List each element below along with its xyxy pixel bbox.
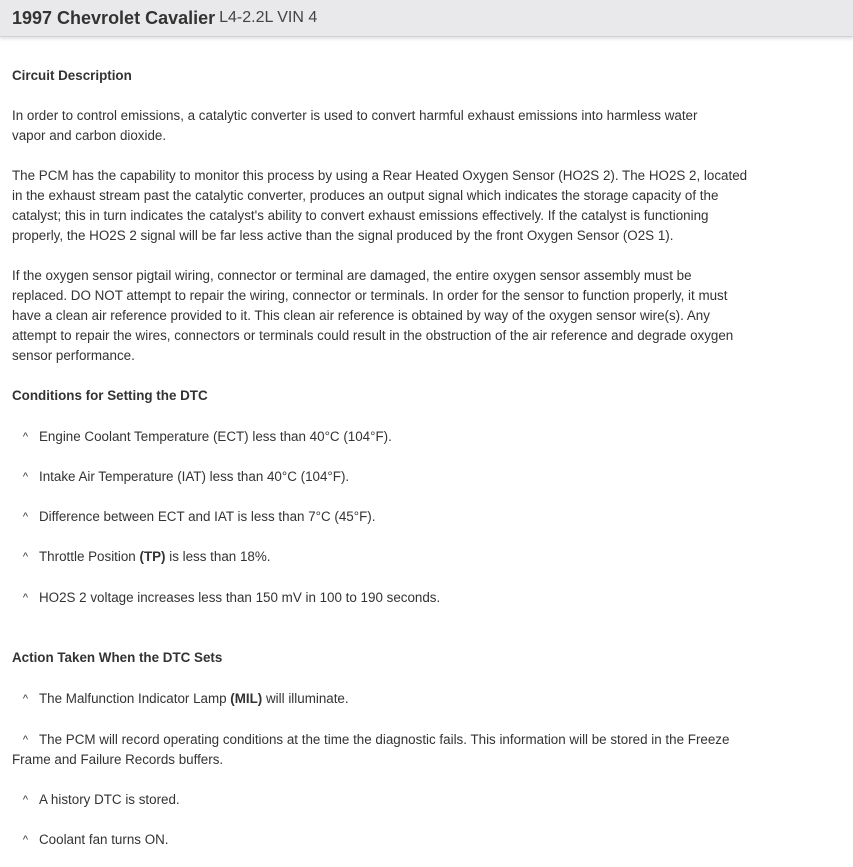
circuit-description-heading: Circuit Description bbox=[12, 68, 132, 83]
text-line: attempt to repair the wires, connectors or terminals could result in the obstruction of the air reference and degrade oxygen bbox=[12, 328, 734, 343]
text-line: sensor performance. bbox=[12, 348, 135, 363]
document-body bbox=[12, 36, 782, 850]
condition-text: is less than 18%. bbox=[165, 549, 271, 564]
action-text: Coolant fan turns ON. bbox=[39, 832, 169, 847]
caret-bullet-icon: ^ bbox=[22, 794, 29, 806]
engine-subtitle: L4-2.2L VIN 4 bbox=[219, 9, 318, 26]
condition-text-bold: (TP) bbox=[139, 549, 166, 564]
action-item bbox=[12, 689, 782, 709]
condition-item bbox=[12, 507, 782, 527]
caret-bullet-icon: ^ bbox=[22, 734, 29, 746]
condition-text: Difference between ECT and IAT is less than 7°C (45°F). bbox=[39, 509, 376, 524]
vehicle-title: 1997 Chevrolet Cavalier bbox=[12, 7, 216, 28]
text-line: replaced. DO NOT attempt to repair the wiring, connector or terminals. In order for the sensor to function properly, it must bbox=[12, 288, 728, 303]
action-item bbox=[12, 730, 782, 770]
caret-bullet-icon: ^ bbox=[22, 551, 29, 563]
action-text: Frame and Failure Records buffers. bbox=[12, 752, 224, 767]
action-heading: Action Taken When the DTC Sets bbox=[12, 650, 223, 665]
document-header bbox=[0, 0, 853, 37]
condition-text: Intake Air Temperature (IAT) less than 40°C (104°F). bbox=[39, 469, 350, 484]
condition-text: Throttle Position bbox=[39, 549, 140, 564]
action-text: The PCM will record operating conditions at the time the diagnostic fails. This information will be stored in the Freeze bbox=[39, 732, 730, 747]
caret-bullet-icon: ^ bbox=[22, 693, 29, 705]
text-line: properly, the HO2S 2 signal will be far less active than the signal produced by the front Oxygen Sensor (O2S 1). bbox=[12, 228, 674, 243]
action-item bbox=[12, 830, 782, 850]
text-line: In order to control emissions, a catalytic converter is used to convert harmful exhaust emissions into harmless water bbox=[12, 108, 698, 123]
circuit-paragraph-1 bbox=[12, 106, 782, 146]
action-text-bold: (MIL) bbox=[230, 691, 263, 706]
condition-text: HO2S 2 voltage increases less than 150 mV in 100 to 190 seconds. bbox=[39, 590, 441, 605]
text-line: catalyst; this in turn indicates the catalyst's ability to convert exhaust emissions effectively. If the catalyst is functioning bbox=[12, 208, 709, 223]
action-text: will illuminate. bbox=[262, 691, 349, 706]
caret-bullet-icon: ^ bbox=[22, 592, 29, 604]
action-text: A history DTC is stored. bbox=[39, 792, 180, 807]
conditions-heading: Conditions for Setting the DTC bbox=[12, 388, 208, 403]
caret-bullet-icon: ^ bbox=[22, 834, 29, 846]
text-line: The PCM has the capability to monitor this process by using a Rear Heated Oxygen Sensor (HO2S 2). The HO2S 2, located bbox=[12, 168, 748, 183]
condition-item bbox=[12, 547, 782, 567]
text-line: vapor and carbon dioxide. bbox=[12, 128, 167, 143]
condition-text: Engine Coolant Temperature (ECT) less than 40°C (104°F). bbox=[39, 429, 392, 444]
action-text: The Malfunction Indicator Lamp bbox=[39, 691, 231, 706]
text-line: If the oxygen sensor pigtail wiring, connector or terminal are damaged, the entire oxygen sensor assembly must be bbox=[12, 268, 692, 283]
condition-item bbox=[12, 427, 782, 447]
text-line: in the exhaust stream past the catalytic converter, produces an output signal which indicates the storage capacity of the bbox=[12, 188, 719, 203]
condition-item bbox=[12, 467, 782, 487]
condition-item bbox=[12, 588, 782, 608]
caret-bullet-icon: ^ bbox=[22, 471, 29, 483]
caret-bullet-icon: ^ bbox=[22, 431, 29, 443]
circuit-paragraph-2 bbox=[12, 166, 782, 246]
circuit-paragraph-3 bbox=[12, 266, 782, 366]
action-item bbox=[12, 790, 782, 810]
text-line: have a clean air reference provided to it. This clean air reference is obtained by way of the oxygen sensor wire(s). Any bbox=[12, 308, 710, 323]
caret-bullet-icon: ^ bbox=[22, 511, 29, 523]
